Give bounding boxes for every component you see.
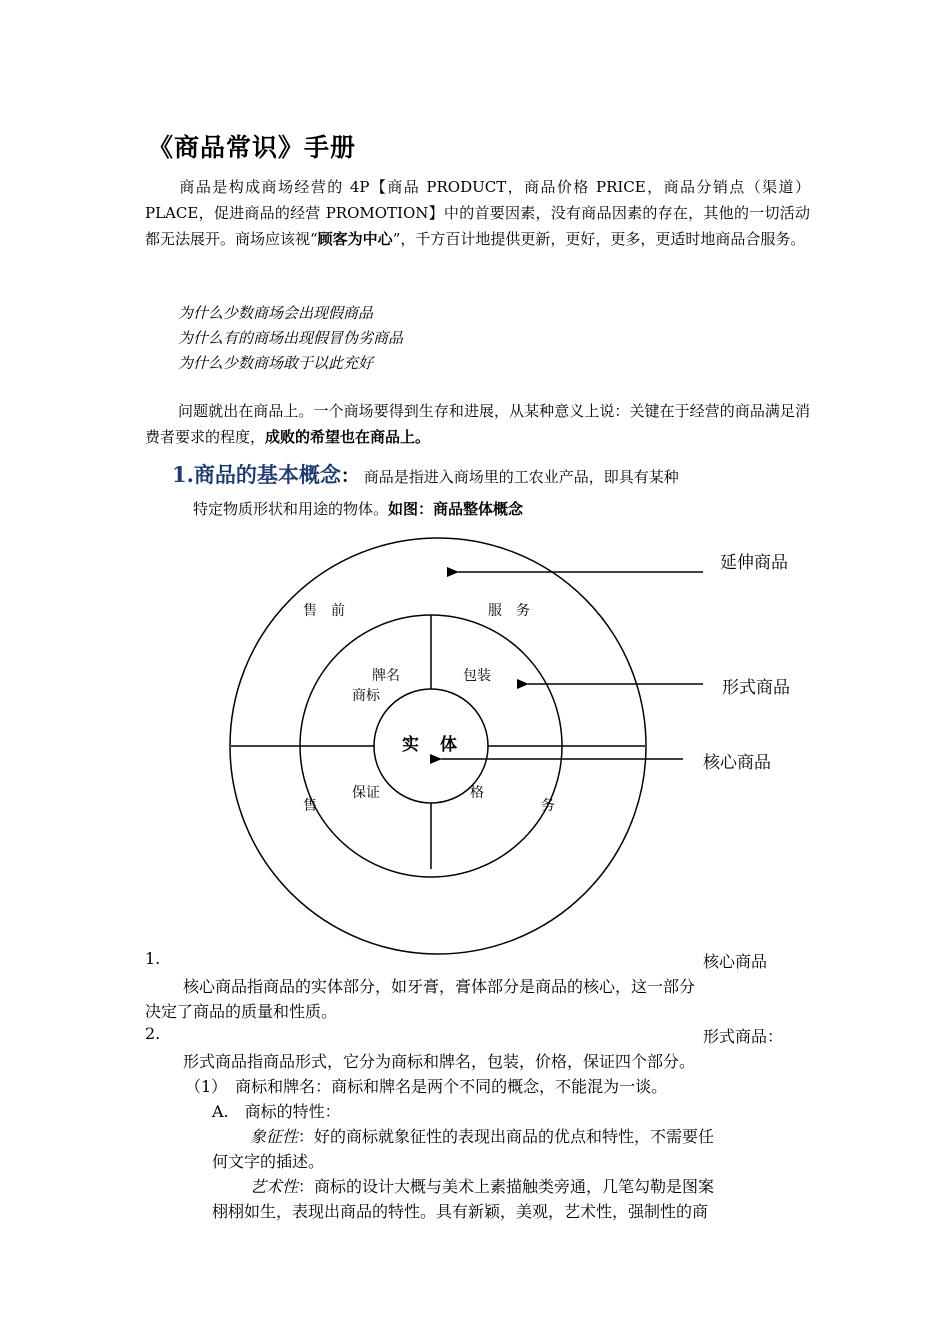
symbolism-text-a: ：好的商标就象征性的表现出商品的优点和特性，不需要任 xyxy=(298,1127,715,1146)
figure-caption: 如图：商品整体概念 xyxy=(388,500,524,518)
item-title-core: 核心商品 xyxy=(703,952,768,971)
intro-text-a: 商品是构成商场经营的 4P【商品 PRODUCT，商品价格 PRICE，商品分销点（渠道）PLACE，促进商品的经营 PROMOTION】中的首要因素，没有商品因素的存在，其他的一切活动都无法展开。商场应该视“ xyxy=(145,178,810,248)
question-2: 为什么有的商场出现假冒伪劣商品 xyxy=(178,329,404,347)
section-1-heading: 1.商品的基本概念 xyxy=(172,462,341,487)
label-core-entity: 实 体 xyxy=(402,735,459,755)
item-title-formal: 形式商品： xyxy=(703,1027,784,1046)
document-title: 《商品常识》手册 xyxy=(148,133,357,162)
problem-text: 问题就出在商品上。一个商场要得到生存和进展，从某种意义上说：关键在于经营的商品满足消费者要求的程度， xyxy=(145,402,810,446)
intro-bold: 顾客为中心 xyxy=(317,230,393,248)
item-number-2: 2. xyxy=(145,1024,161,1043)
section-1-text-a: 商品是指进入商场里的工农业产品，即具有某种 xyxy=(363,468,679,486)
label-warranty: 保证 xyxy=(352,785,380,801)
label-formal-product: 形式商品 xyxy=(722,678,790,698)
formal-description: 形式商品指商品形式，它分为商标和牌名，包装，价格，保证四个部分。 xyxy=(183,1052,696,1071)
label-price: 格 xyxy=(470,785,484,801)
item-number-1: 1. xyxy=(145,949,161,968)
label-after-sale: 售 xyxy=(303,798,317,814)
section-1-colon: ： xyxy=(340,466,359,487)
label-packaging: 包装 xyxy=(463,668,491,684)
label-core-product: 核心商品 xyxy=(703,753,771,773)
problem-bold: 成败的希望也在商品上。 xyxy=(265,428,431,446)
question-1: 为什么少数商场会出现假商品 xyxy=(178,304,374,322)
core-description-b: 决定了商品的质量和性质。 xyxy=(145,1002,338,1021)
label-extended-product: 延伸商品 xyxy=(720,553,788,573)
artistry-term: 艺术性 xyxy=(250,1177,299,1196)
label-service: 服 务 xyxy=(488,603,530,619)
question-3: 为什么少数商场敢于以此充好 xyxy=(178,354,374,372)
artistry-line-b: 栩栩如生，表现出商品的特性。具有新颖，美观，艺术性，强制性的商 xyxy=(212,1202,709,1221)
symbolism-line-b: 何文字的插述。 xyxy=(212,1152,325,1171)
label-service-2: 务 xyxy=(541,798,555,814)
subitem-1: （1） 商标和牌名：商标和牌名是两个不同的概念，不能混为一谈。 xyxy=(185,1077,668,1096)
section-1-text-b: 特定物质形状和用途的物体。 xyxy=(193,500,389,518)
artistry-line-a xyxy=(250,1174,714,1197)
intro-text-b: ”，千方百计地提供更新，更好，更多，更适时地商品合服务。 xyxy=(392,230,806,248)
symbolism-line-a xyxy=(250,1124,714,1147)
core-description-a: 核心商品指商品的实体部分，如牙膏，膏体部分是商品的核心，这一部分 xyxy=(183,977,696,996)
subitem-A: A. 商标的特性： xyxy=(212,1102,341,1121)
label-pre-sale: 售 前 xyxy=(303,603,345,619)
symbolism-term: 象征性 xyxy=(250,1127,299,1146)
artistry-text-a: ：商标的设计大概与美术上素描触类旁通，几笔勾勒是图案 xyxy=(298,1177,715,1196)
label-trademark: 商标 xyxy=(352,688,380,704)
label-brand: 牌名 xyxy=(372,668,400,684)
